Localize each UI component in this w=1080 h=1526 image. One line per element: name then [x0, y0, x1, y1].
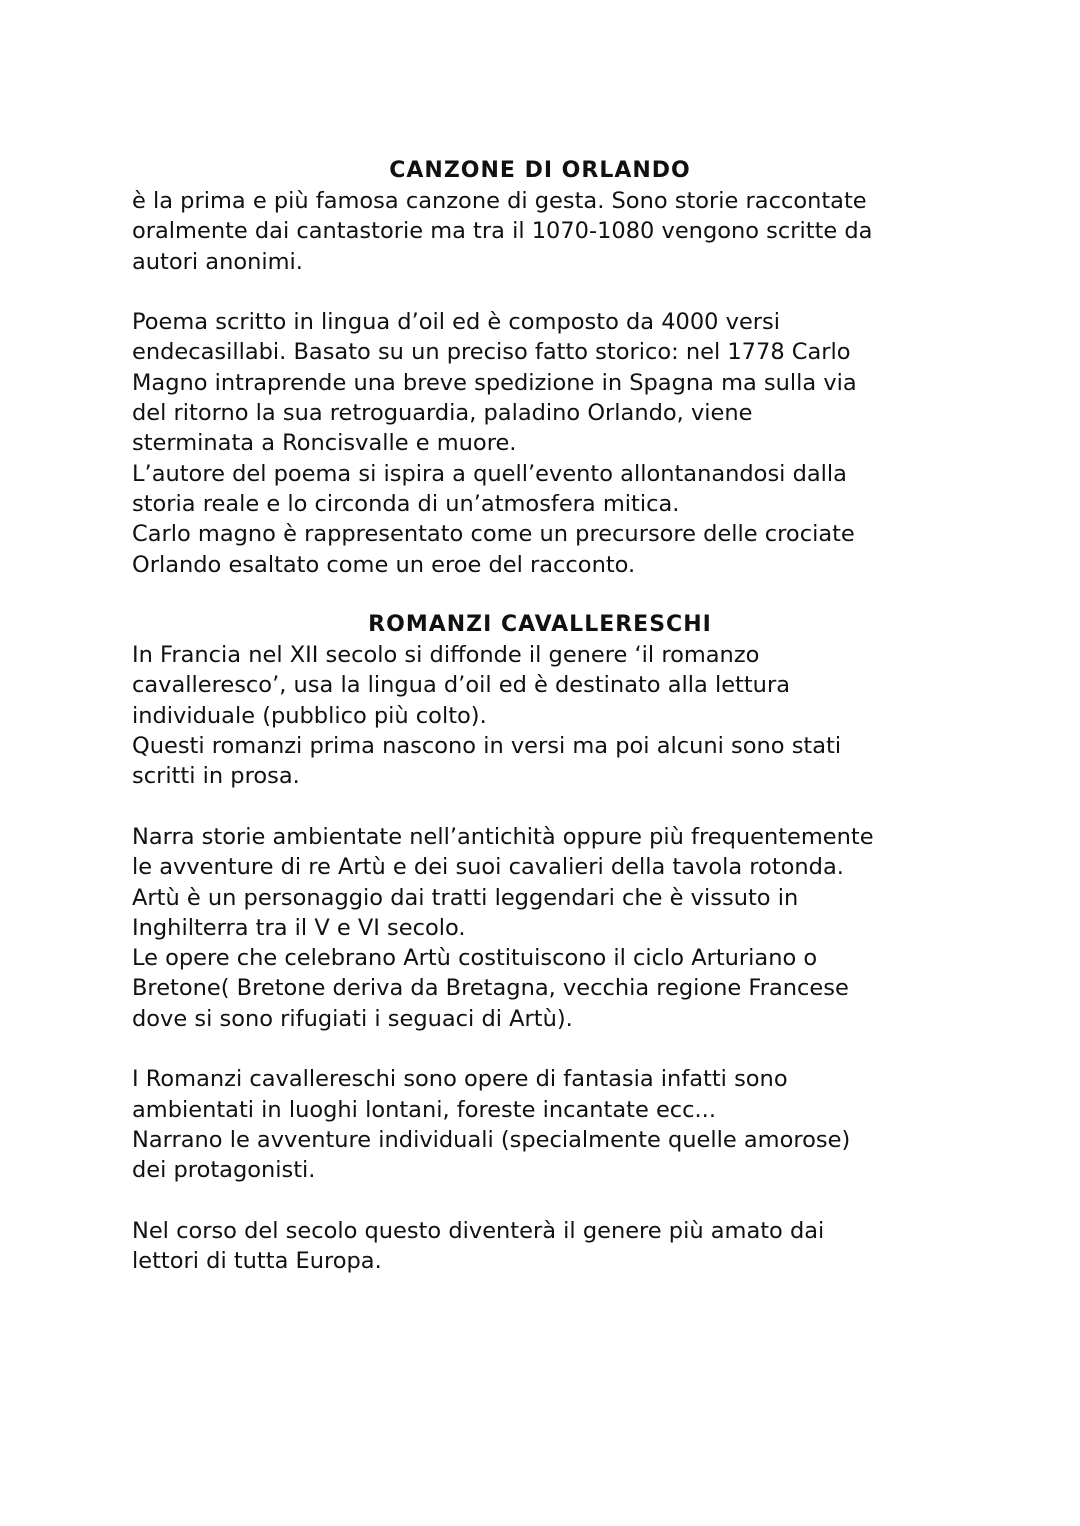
text-line: Nel corso del secolo questo diventerà il genere più amato dai — [132, 1217, 825, 1244]
paragraph-gap — [132, 1034, 962, 1064]
paragraph — [132, 1064, 962, 1185]
paragraph-gap — [132, 277, 962, 307]
text-line: Le opere che celebrano Artù costituiscono il ciclo Arturiano o — [132, 945, 818, 972]
text-line: Questi romanzi prima nascono in versi ma poi alcuni sono stati — [132, 733, 842, 760]
paragraph — [132, 307, 962, 580]
text-line: cavalleresco’, usa la lingua d’oil ed è destinato alla lettura — [132, 672, 790, 699]
text-line: L’autore del poema si ispira a quell’evento allontanandosi dalla — [132, 460, 847, 487]
text-line: oralmente dai cantastorie ma tra il 1070-1080 vengono scritte da — [132, 218, 873, 245]
text-line: è la prima e più famosa canzone di gesta. Sono storie raccontate — [132, 188, 867, 214]
text-line: Orlando esaltato come un eroe del racconto. — [132, 551, 636, 578]
section-title-romanzi-cavallereschi: ROMANZI CAVALLERESCHI — [368, 612, 712, 638]
text-line: Carlo magno è rappresentato come un precursore delle crociate — [132, 521, 855, 548]
text-line: Narrano le avventure individuali (specialmente quelle amorose) — [132, 1126, 851, 1153]
paragraph-gap — [132, 580, 962, 610]
text-line: endecasillabi. Basato su un preciso fatto storico: nel 1778 Carlo — [132, 339, 851, 366]
paragraph — [132, 822, 962, 1034]
text-line: del ritorno la sua retroguardia, paladino Orlando, viene — [132, 400, 753, 427]
text-line: Artù è un personaggio dai tratti leggendari che è vissuto in — [132, 884, 799, 911]
text-line: autori anonimi. — [132, 248, 303, 275]
paragraph — [132, 1216, 962, 1277]
text-line: I Romanzi cavallereschi sono opere di fantasia infatti sono — [132, 1066, 788, 1093]
text-line: Poema scritto in lingua d’oil ed è composto da 4000 versi — [132, 309, 781, 336]
text-line: individuale (pubblico più colto). — [132, 702, 487, 729]
text-line: Narra storie ambientate nell’antichità oppure più frequentemente — [132, 823, 874, 850]
text-line: dove si sono rifugiati i seguaci di Artù). — [132, 1005, 573, 1032]
paragraph-gap — [132, 792, 962, 822]
paragraph — [132, 640, 962, 791]
paragraph — [132, 186, 962, 277]
text-line: le avventure di re Artù e dei suoi cavalieri della tavola rotonda. — [132, 854, 844, 881]
paragraph-gap — [132, 1186, 962, 1216]
text-line: scritti in prosa. — [132, 763, 300, 790]
document-body — [132, 156, 962, 1276]
text-line: Inghilterra tra il V e VI secolo. — [132, 914, 466, 941]
section-title-canzone-di-orlando: CANZONE DI ORLANDO — [389, 158, 691, 183]
text-line: dei protagonisti. — [132, 1157, 316, 1184]
text-line: Magno intraprende una breve spedizione in Spagna ma sulla via — [132, 369, 857, 396]
text-line: In Francia nel XII secolo si diffonde il genere ‘il romanzo — [132, 642, 760, 669]
text-line: ambientati in luoghi lontani, foreste incantate ecc... — [132, 1096, 716, 1123]
text-line: storia reale e lo circonda di un’atmosfera mitica. — [132, 490, 680, 517]
text-line: lettori di tutta Europa. — [132, 1248, 382, 1275]
text-line: sterminata a Roncisvalle e muore. — [132, 430, 517, 457]
text-line: Bretone( Bretone deriva da Bretagna, vecchia regione Francese — [132, 975, 849, 1002]
